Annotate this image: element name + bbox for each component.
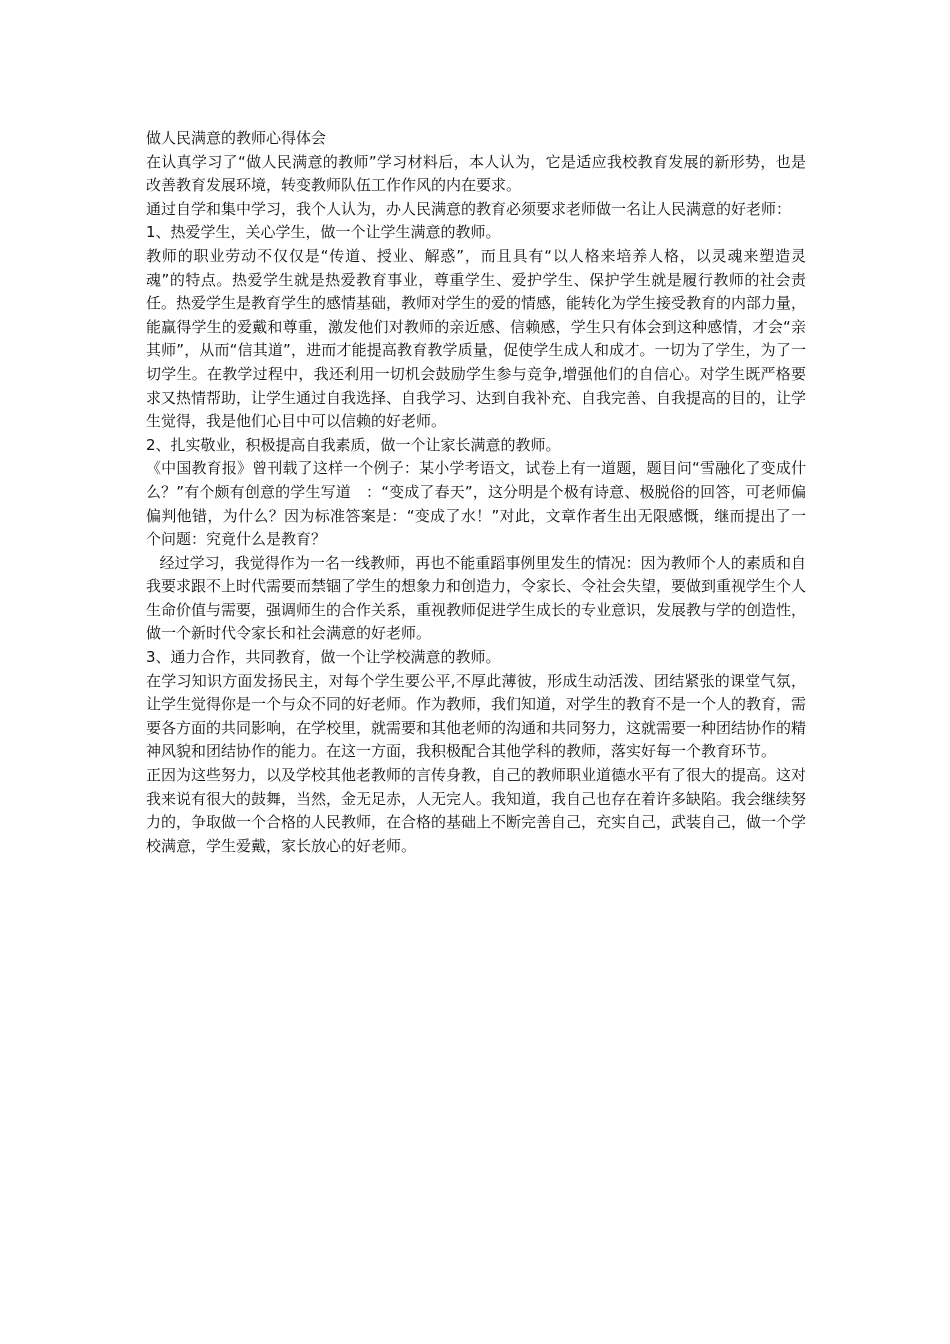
paragraph-conclusion: 正因为这些努力，以及学校其他老教师的言传身教，自己的教师职业道德水平有了很大的提高。这对我来说有很大的鼓舞，当然，金无足赤，人无完人。我知道，我自己也存在着许多缺陷。我会继续努力的，争取做一个合格的人民教师，在合格的基础上不断完善自己，充实自己，武装自己，做一个学校满意，学生爱戴，家长放心的好老师。 <box>146 766 807 855</box>
section-heading-2: 2、扎实敬业，积极提高自我素质，做一个让家长满意的教师。 <box>146 435 561 454</box>
paragraph-intro: 在认真学习了“做人民满意的教师”学习材料后，本人认为，它是适应我校教育发展的新形势，也是改善教育发展环境，转变教师队伍工作作风的内在要求。 <box>146 152 806 195</box>
document-page <box>146 127 806 858</box>
paragraph-reflection: 经过学习，我觉得作为一名一线教师，再也不能重蹈事例里发生的情况：因为教师个人的素质和自我要求跟不上时代需要而禁锢了学生的想象力和创造力，令家长、令社会失望，要做到重视学生个人生命价值与需要，强调师生的合作关系，重视教师促进学生成长的专业意识，发展教与学的创造性，做一个新时代令家长和社会满意的好老师。 <box>146 553 807 643</box>
section-heading-1: 1、热爱学生，关心学生，做一个让学生满意的教师。 <box>146 223 501 242</box>
paragraph-example: 《中国教育报》曾刊载了这样一个例子：某小学考语文，试卷上有一道题，题目问“雪融化了变成什么？”有个颇有创意的学生写道 ：“变成了春天”，这分明是个极有诗意、极脱俗的回答，可老师偏偏判他错，为什么？因为标准答案是：“变成了水！”对此，文章作者生出无限感慨，继而提出了一个问题：究竟什么是教育？ <box>146 459 806 549</box>
paragraph-love-students: 教师的职业劳动不仅仅是“传道、授业、解惑”，而且具有“以人格来培养人格，以灵魂来塑造灵魂”的特点。热爱学生就是热爱教育事业，尊重学生、爱护学生、保护学生就是履行教师的社会责任。热爱学生是教育学生的感情基础，教师对学生的爱的情感，能转化为学生接受教育的内部力量，能赢得学生的爱戴和尊重，激发他们对教师的亲近感、信赖感，学生只有体会到这种感情，才会“亲其师”，从而“信其道”，进而才能提高教育教学质量，促使学生成人和成才。一切为了学生，为了一切学生。在教学过程中，我还利用一切机会鼓励学生参与竞争,增强他们的自信心。对学生既严格要求又热情帮助，让学生通过自我选择、自我学习、达到自我补充、自我完善、自我提高的目的，让学生觉得，我是他们心目中可以信赖的好老师。 <box>146 246 807 431</box>
section-heading-3: 3、通力合作，共同教育，做一个让学校满意的教师。 <box>146 648 501 667</box>
document-title: 做人民满意的教师心得体会 <box>146 129 327 147</box>
paragraph-study: 通过自学和集中学习，我个人认为，办人民满意的教育必须要求老师做一名让人民满意的好老师： <box>146 199 792 218</box>
paragraph-cooperation: 在学习知识方面发扬民主，对每个学生要公平,不厚此薄彼，形成生动活泼、团结紧张的课堂气氛，让学生觉得你是一个与众不同的好老师。作为教师，我们知道，对学生的教育不是一个人的教育，需要各方面的共同影响，在学校里，就需要和其他老师的沟通和共同努力，这就需要一种团结协作的精神风貌和团结协作的能力。在这一方面，我积极配合其他学科的教师，落实好每一个教育环节。 <box>146 671 807 761</box>
